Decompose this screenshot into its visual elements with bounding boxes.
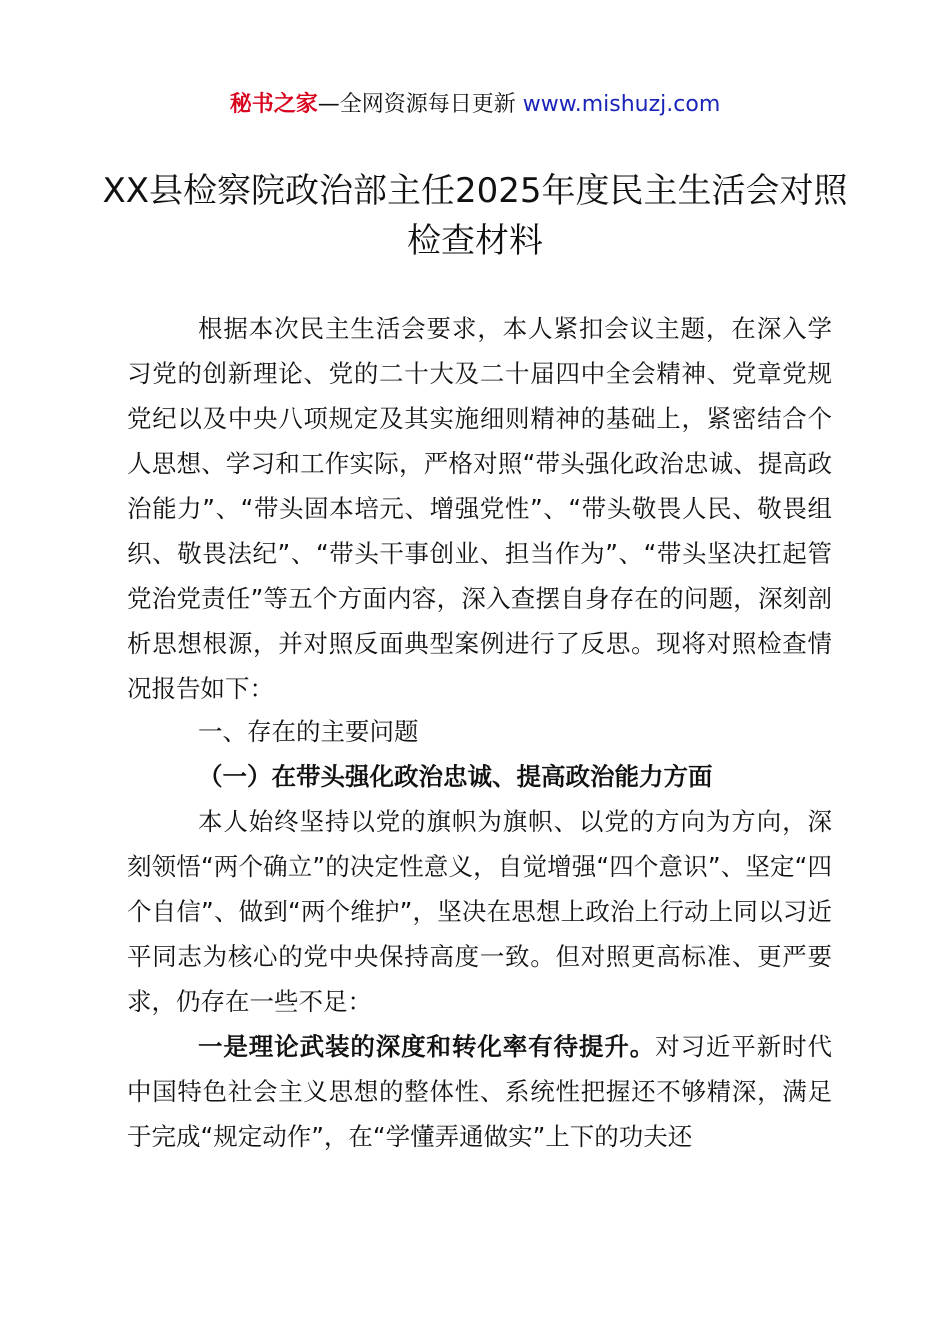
site-url-link[interactable]: www.mishuzj.com <box>522 92 721 117</box>
problem-text: 对习近平新时代中国特色社会主义思想的整体性、系统性把握还不够精深，满足于完成“规定动作”，在“学懂弄通做实”上下的功夫还 <box>127 1032 832 1151</box>
subsection-heading: （一）在带头强化政治忠诚、提高政治能力方面 <box>198 762 713 791</box>
document-title: XX县检察院政治部主任2025年度民主生活会对照检查材料 <box>102 171 848 261</box>
problem-lead: 一是理论武装的深度和转化率有待提升。 <box>198 1032 656 1061</box>
brand-name: 秘书之家 <box>229 92 318 117</box>
body-paragraph-problem-1 <box>127 1024 832 1159</box>
body-paragraph: 本人始终坚持以党的旗帜为旗帜、以党的方向为方向，深刻领悟“两个确立”的决定性意义，自觉增强“四个意识”、坚定“四个自信”、做到“两个维护”，坚决在思想上政治上行动上同以习近平同志为核心的党中央保持高度一致。但对照更高标准、更严要求，仍存在一些不足： <box>127 807 832 1016</box>
section-heading: 一、存在的主要问题 <box>198 717 419 746</box>
intro-paragraph: 根据本次民主生活会要求，本人紧扣会议主题，在深入学习党的创新理论、党的二十大及二十届四中全会精神、党章党规党纪以及中央八项规定及其实施细则精神的基础上，紧密结合个人思想、学习和工作实际，严格对照“带头强化政治忠诚、提高政治能力”、“带头固本培元、增强党性”、“带头敬畏人民、敬畏组织、敬畏法纪”、“带头干事创业、担当作为”、“带头坚决扛起管党治党责任”等五个方面内容，深入查摆自身存在的问题，深刻剖析思想根源，并对照反面典型案例进行了反思。现将对照检查情况报告如下： <box>127 314 832 703</box>
site-header <box>0 88 950 122</box>
site-tagline: —全网资源每日更新 <box>317 92 523 117</box>
